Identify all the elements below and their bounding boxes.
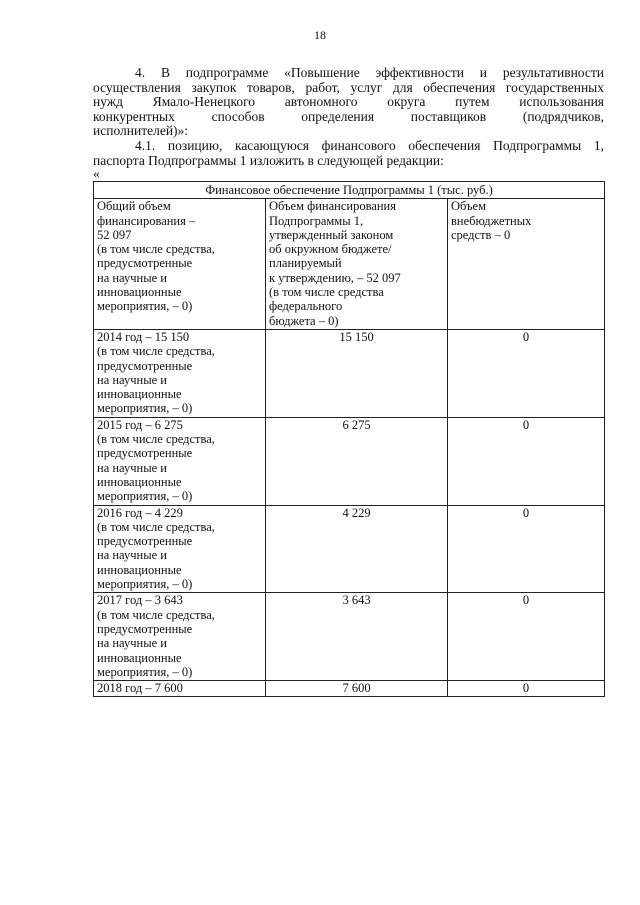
cell-line: мероприятия, – 0) <box>97 664 193 679</box>
cell-line: Объем <box>451 199 486 214</box>
cell-line: предусмотренные <box>97 446 193 461</box>
cell-line: 2014 год – 15 150 <box>97 329 190 344</box>
cell-line: бюджета – 0) <box>269 313 339 328</box>
cell-line: планируемый <box>269 256 342 271</box>
cell-line: 52 097 <box>97 227 132 242</box>
extra-value: 0 <box>448 505 605 593</box>
cell-line: (в том числе средства, <box>97 432 215 447</box>
extrabudgetary-cell <box>448 199 605 330</box>
paragraph-line: нужд Ямало-Ненецкого автономного округа путем использования <box>93 94 604 109</box>
paragraph-line: осуществления закупок товаров, работ, услуг для обеспечения государственных <box>93 79 604 95</box>
cell-line: 2016 год – 4 229 <box>97 505 183 520</box>
paragraph-line: конкурентных способов определения поставщиков (подрядчиков, <box>93 108 604 124</box>
year-cell <box>94 681 266 697</box>
year-cell <box>94 593 266 681</box>
cell-line: Объем финансирования <box>269 199 396 214</box>
table-row <box>94 505 605 593</box>
cell-line: (в том числе средства, <box>97 344 215 359</box>
paragraph-line: 4.1. позицию, касающуюся финансового обеспечения Подпрограммы 1, <box>135 138 604 153</box>
cell-line: мероприятия, – 0) <box>97 299 193 314</box>
cell-line: (в том числе средства, <box>97 519 215 534</box>
cell-line: инновационные <box>97 562 182 577</box>
budget-value: 6 275 <box>266 417 448 505</box>
cell-line: 2015 год – 6 275 <box>97 417 183 432</box>
table-header-row <box>94 199 605 330</box>
cell-line: 2017 год – 3 643 <box>97 593 183 608</box>
paragraph-financing-position <box>93 139 604 168</box>
paragraph-subprogram-amendment <box>93 66 604 139</box>
cell-line: (в том числе средства <box>269 285 384 300</box>
cell-line: мероприятия, – 0) <box>97 577 193 592</box>
total-financing-cell <box>94 199 266 330</box>
cell-line: (в том числе средства, <box>97 242 215 257</box>
cell-line: предусмотренные <box>97 358 193 373</box>
paragraph-line: исполнителей)»: <box>93 123 189 138</box>
cell-line: утвержденный законом <box>269 227 394 242</box>
cell-line: на научные и <box>97 460 167 475</box>
cell-line: средств – 0 <box>451 227 511 242</box>
cell-line: мероприятия, – 0) <box>97 489 193 504</box>
opening-quote: « <box>93 166 100 181</box>
cell-line: к утверждению, – 52 097 <box>269 270 401 285</box>
cell-line: предусмотренные <box>97 256 193 271</box>
table-row <box>94 329 605 417</box>
cell-line: (в том числе средства, <box>97 607 215 622</box>
cell-line: финансирования – <box>97 213 196 228</box>
cell-line: предусмотренные <box>97 534 193 549</box>
extra-value: 0 <box>448 329 605 417</box>
cell-line: инновационные <box>97 474 182 489</box>
table-title: Финансовое обеспечение Подпрограммы 1 (тыс. руб.) <box>94 182 605 199</box>
cell-line: внебюджетных <box>451 213 532 228</box>
cell-line: инновационные <box>97 650 182 665</box>
cell-line: на научные и <box>97 636 167 651</box>
page-number: 18 <box>314 28 326 42</box>
table-row <box>94 681 605 697</box>
extra-value: 0 <box>448 681 605 697</box>
extra-value: 0 <box>448 417 605 505</box>
cell-line: Общий объем <box>97 199 171 214</box>
budget-value: 7 600 <box>266 681 448 697</box>
table-title-row <box>94 182 605 199</box>
cell-line: Подпрограммы 1, <box>269 213 364 228</box>
budget-financing-cell <box>266 199 448 330</box>
financing-table <box>93 181 605 697</box>
cell-line: на научные и <box>97 372 167 387</box>
budget-value: 3 643 <box>266 593 448 681</box>
cell-line: мероприятия, – 0) <box>97 401 193 416</box>
paragraph-line: паспорта Подпрограммы 1 изложить в следующей редакции: <box>93 152 444 168</box>
extra-value: 0 <box>448 593 605 681</box>
budget-value: 15 150 <box>266 329 448 417</box>
year-cell <box>94 417 266 505</box>
year-cell <box>94 329 266 417</box>
cell-line: об окружном бюджете/ <box>269 242 392 257</box>
paragraph-line: 4. В подпрограмме «Повышение эффективности и результативности <box>135 65 604 80</box>
year-cell <box>94 505 266 593</box>
cell-line: 2018 год – 7 600 <box>97 681 183 696</box>
cell-line: на научные и <box>97 270 167 285</box>
table-row <box>94 417 605 505</box>
cell-line: предусмотренные <box>97 621 193 636</box>
cell-line: инновационные <box>97 285 182 300</box>
cell-line: федерального <box>269 299 343 314</box>
budget-value: 4 229 <box>266 505 448 593</box>
table-row <box>94 593 605 681</box>
cell-line: на научные и <box>97 548 167 563</box>
cell-line: инновационные <box>97 387 182 402</box>
